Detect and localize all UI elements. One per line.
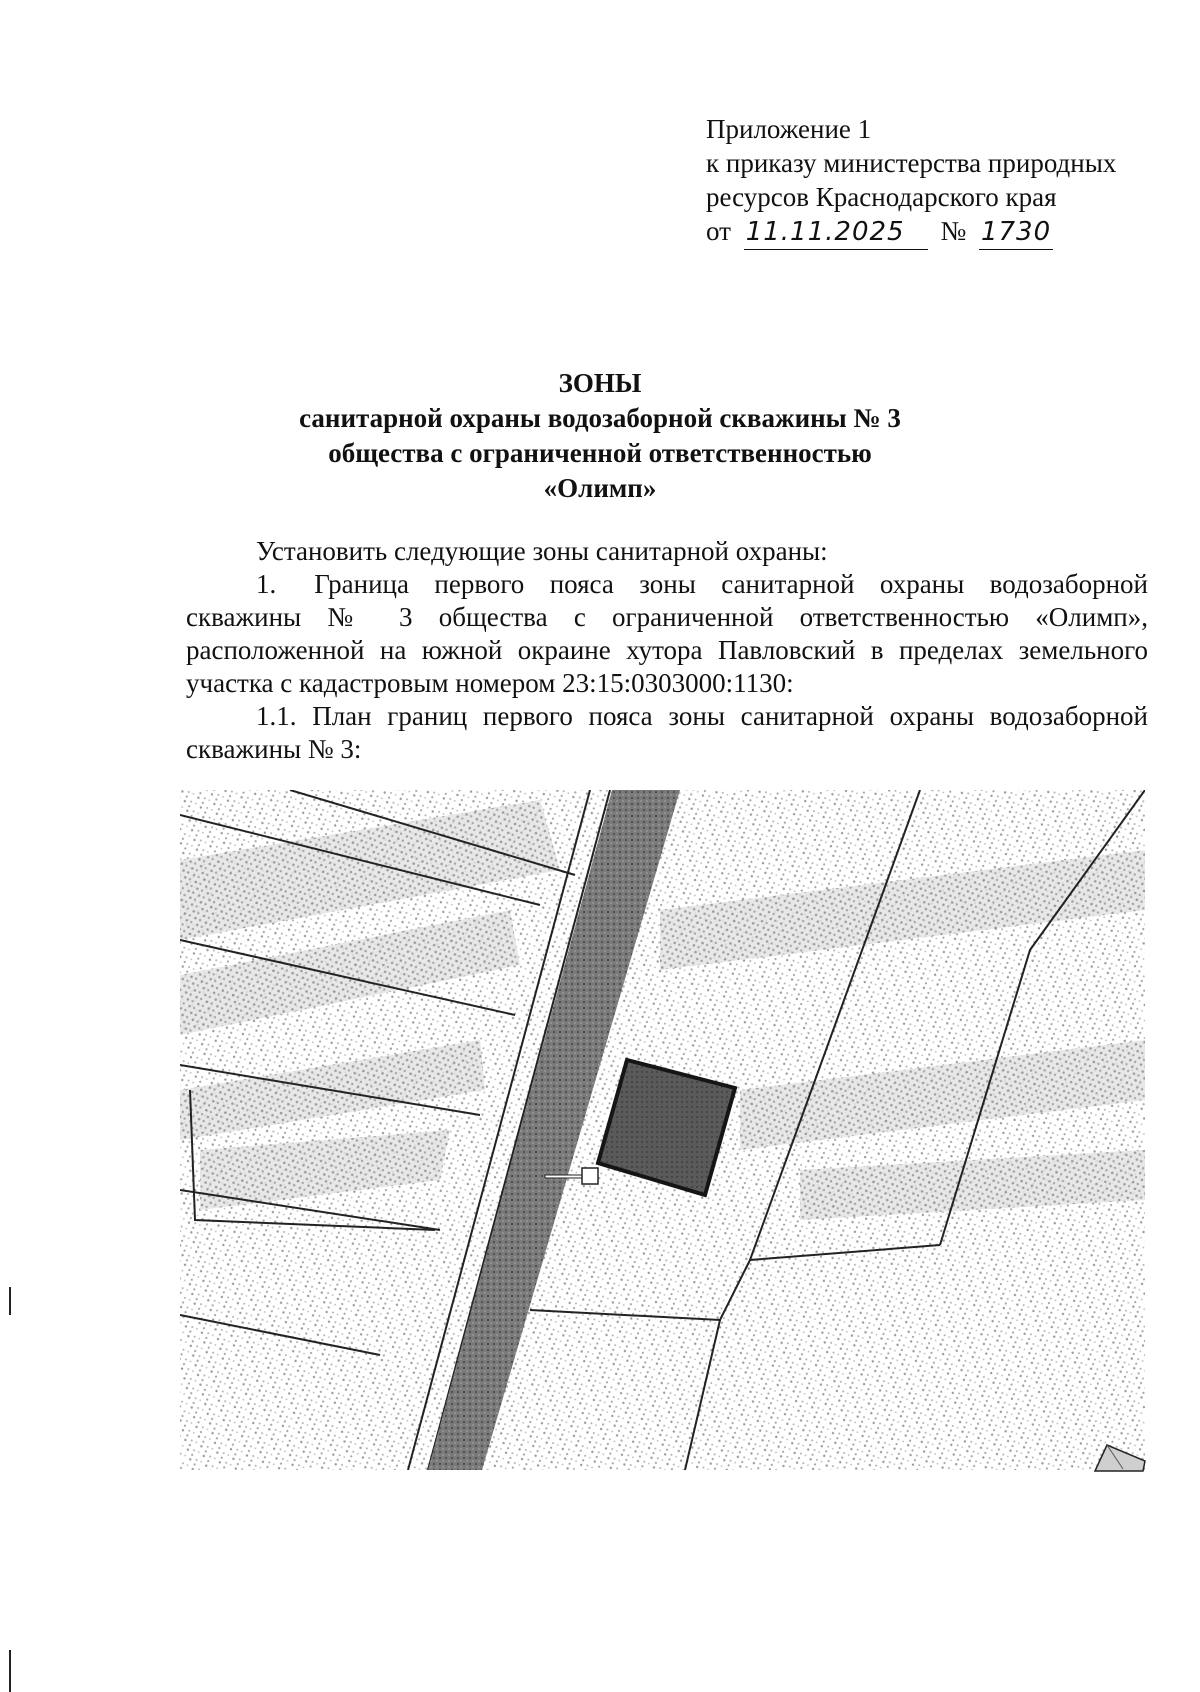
- item-1-text: Граница первого пояса зоны санитарной охраны водозаборной скважины № 3 общества с ограниченной ответственностью «Олимп», расположенной на южной окраине хутора Павловский в пределах земельного участка с кадастровым номером 23:15:0303000:1130:: [186, 569, 1148, 698]
- document-body: [186, 535, 1148, 766]
- appendix-title: Приложение 1: [706, 114, 872, 144]
- order-date: 11.11.2025: [744, 215, 928, 250]
- document-title: [250, 366, 950, 506]
- title-line-4: «Олимп»: [543, 473, 657, 503]
- title-line-2: санитарной охраны водозаборной скважины № 3: [299, 403, 901, 433]
- appendix-block: [706, 112, 1116, 250]
- margin-mark-bottom: [9, 1650, 11, 1692]
- order-number: 1730: [979, 215, 1053, 250]
- appendix-ministry: ресурсов Краснодарского края: [706, 182, 1057, 212]
- intro-paragraph: Установить следующие зоны санитарной охраны:: [256, 536, 828, 566]
- number-label: №: [940, 216, 967, 246]
- item-1-1-paragraph: 1.1. План границ первого пояса зоны санитарной охраны водозаборной скважины № 3:: [186, 701, 1148, 764]
- scale-icon: [1093, 1439, 1147, 1473]
- from-label: от: [706, 216, 731, 246]
- margin-mark-top: [9, 1287, 11, 1315]
- item-1-paragraph: [186, 568, 1148, 700]
- title-line-1: ЗОНЫ: [558, 368, 642, 398]
- item-1-number: 1.: [256, 569, 277, 599]
- appendix-date-line: [706, 214, 1116, 250]
- appendix-order-ref: к приказу министерства природных: [706, 148, 1117, 178]
- title-line-3: общества с ограниченной ответственностью: [328, 438, 872, 468]
- zone-plan-map: [180, 790, 1145, 1470]
